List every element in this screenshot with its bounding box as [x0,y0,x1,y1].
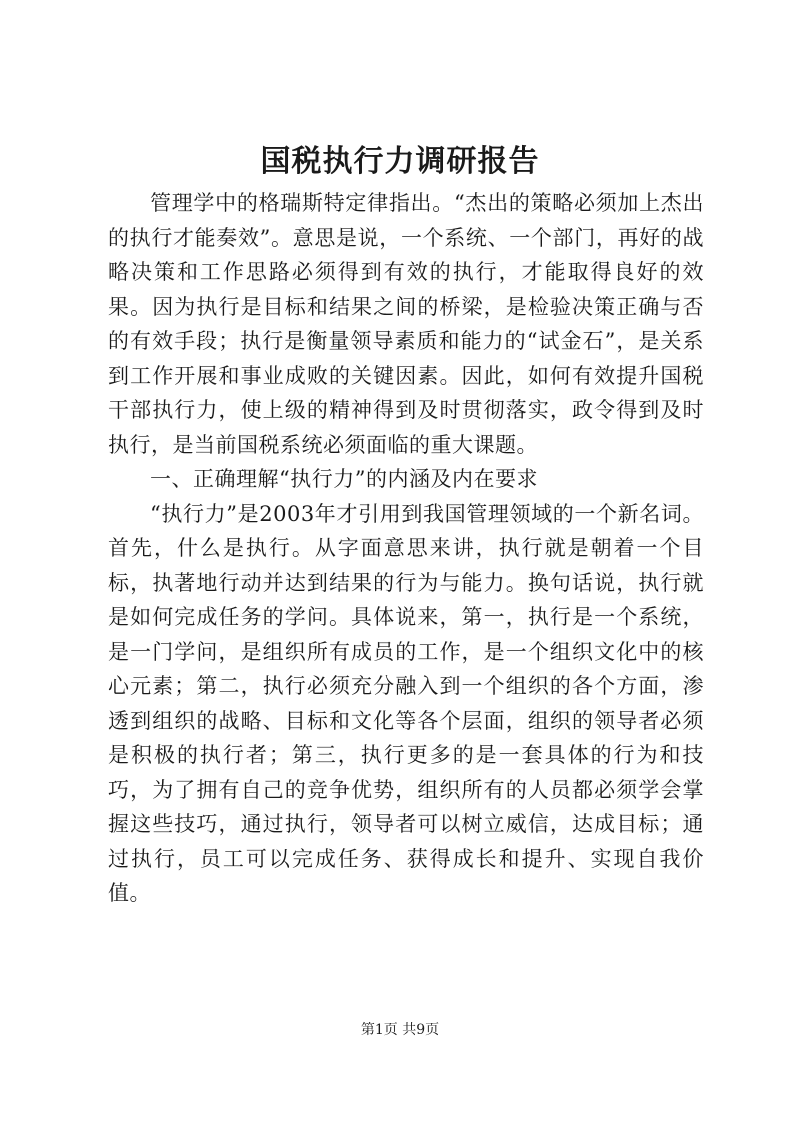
section-heading-1: 一、正确理解“执行力”的内涵及内在要求 [150,467,538,491]
paragraph-definition: “执行力”是2003年才引用到我国管理领域的一个新名词。首先，什么是执行。从字面意思来讲，执行就是朝着一个目标，执著地行动并达到结果的行为与能力。换句话说，执行就是如何完成任务的学问。具体说来，第一，执行是一个系统，是一门学问，是组织所有成员的工作，是一个组织文化中的核心元素；第二，执行必须充分融入到一个组织的各个方面，渗透到组织的战略、目标和文化等各个层面，组织的领导者必须是积极的执行者；第三，执行更多的是一套具体的行为和技巧，为了拥有自己的竞争优势，组织所有的人员都必须学会掌握这些技巧，通过执行，领导者可以树立威信，达成目标；通过执行，员工可以完成任务、获得成长和提升、实现自我价值。 [108,501,704,905]
document-title: 国税执行力调研报告 [260,144,540,179]
document-body [108,186,704,911]
page-footer: 第1页 共9页 [360,1022,440,1038]
paragraph-intro: 管理学中的格瑞斯特定律指出。“杰出的策略必须加上杰出的执行才能奏效”。意思是说，一个系统、一个部门，再好的战略决策和工作思路必须得到有效的执行，才能取得良好的效果。因为执行是目标和结果之间的桥梁，是检验决策正确与否的有效手段；执行是衡量领导素质和能力的“试金石”，是关系到工作开展和事业成败的关键因素。因此，如何有效提升国税干部执行力，使上级的精神得到及时贯彻落实，政令得到及时执行，是当前国税系统必须面临的重大课题。 [108,191,704,457]
